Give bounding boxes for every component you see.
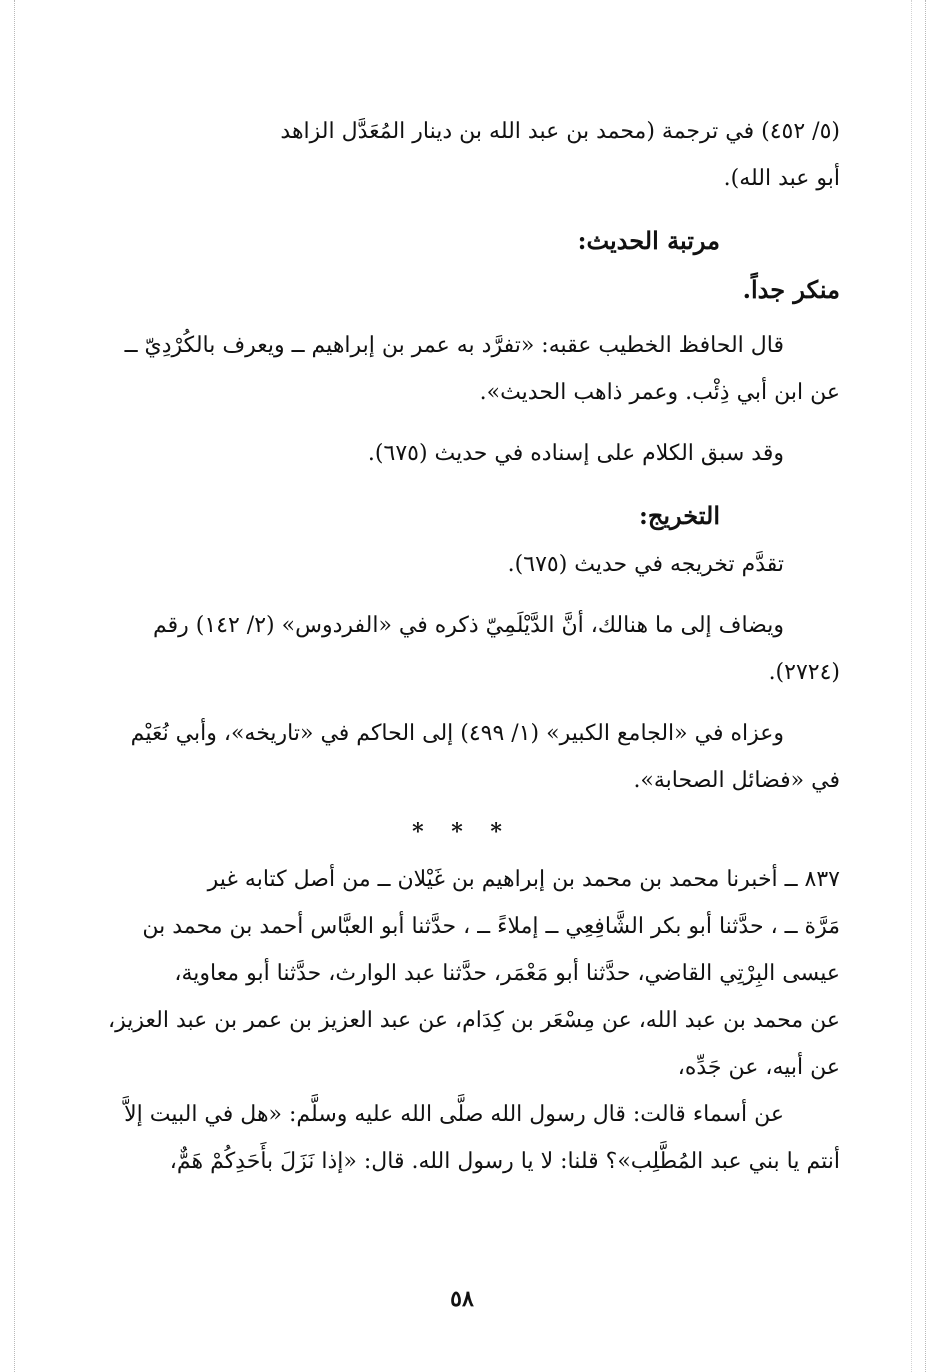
left-dotted-margin: [14, 0, 15, 1372]
section-heading-takhrij: التخريج:: [639, 501, 720, 530]
text-line: أنتم يا بني عبد المُطَّلِب»؟ قلنا: لا يا رسول الله. قال: «إذا نَزَلَ بأَحَدِكُمْ هَمٌّ،: [169, 1149, 840, 1174]
text-line: عن أسماء قالت: قال رسول الله صلَّى الله عليه وسلَّم: «هل في البيت إلاَّ: [124, 1102, 784, 1127]
text-line: ٨٣٧ ــ أخبرنا محمد بن محمد بن إبراهيم بن غَيْلان ــ من أصل كتابه غير: [207, 867, 840, 892]
text-line: عن أبيه، عن جَدِّه،: [677, 1055, 840, 1080]
right-dotted-margin: [925, 0, 926, 1372]
section-heading-rank: مرتبة الحديث:: [577, 226, 720, 255]
text-line: عن محمد بن عبد الله، عن مِسْعَر بن كِدَام، عن عبد العزيز بن عمر بن عبد العزيز،: [108, 1008, 840, 1033]
text-line: وقد سبق الكلام على إسناده في حديث (٦٧٥).: [367, 441, 784, 466]
hadith-verdict: منكر جداً.: [742, 275, 840, 304]
text-line: (٥/ ٤٥٢) في ترجمة (محمد بن عبد الله بن دينار المُعَدَّل الزاهد: [280, 119, 840, 144]
text-line: عن ابن أبي ذِئْب. وعمر ذاهب الحديث».: [479, 380, 840, 405]
text-line: قال الحافظ الخطيب عقبه: «تفرَّد به عمر بن إبراهيم ــ ويعرف بالكُرْدِيّ ــ: [124, 333, 784, 358]
section-separator: * * *: [412, 819, 512, 845]
text-line: عيسى البِرْتِي القاضي، حدَّثنا أبو مَعْمَر، حدَّثنا عبد الوارث، حدَّثنا أبو معاوية،: [174, 961, 840, 986]
text-line: أبو عبد الله).: [723, 166, 840, 191]
page-number: ٥٨: [450, 1286, 474, 1312]
text-line: تقدَّم تخريجه في حديث (٦٧٥).: [507, 552, 784, 577]
text-line: مَرَّة ــ ، حدَّثنا أبو بكر الشَّافِعِي ــ إملاءً ــ ، حدَّثنا أبو العبَّاس أحمد بن محمد بن: [142, 914, 840, 939]
text-line: في «فضائل الصحابة».: [633, 768, 840, 793]
text-line: ويضاف إلى ما هنالك، أنَّ الدَّيْلَمِيّ ذكره في «الفردوس» (٢/ ١٤٢) رقم: [153, 613, 784, 638]
text-line: وعزاه في «الجامع الكبير» (١/ ٤٩٩) إلى الحاكم في «تاريخه»، وأبي نُعَيْم: [130, 721, 784, 746]
right-dotted-margin-outer: [911, 0, 912, 1372]
text-line: (٢٧٢٤).: [768, 660, 840, 685]
page-body: [84, 108, 840, 1312]
